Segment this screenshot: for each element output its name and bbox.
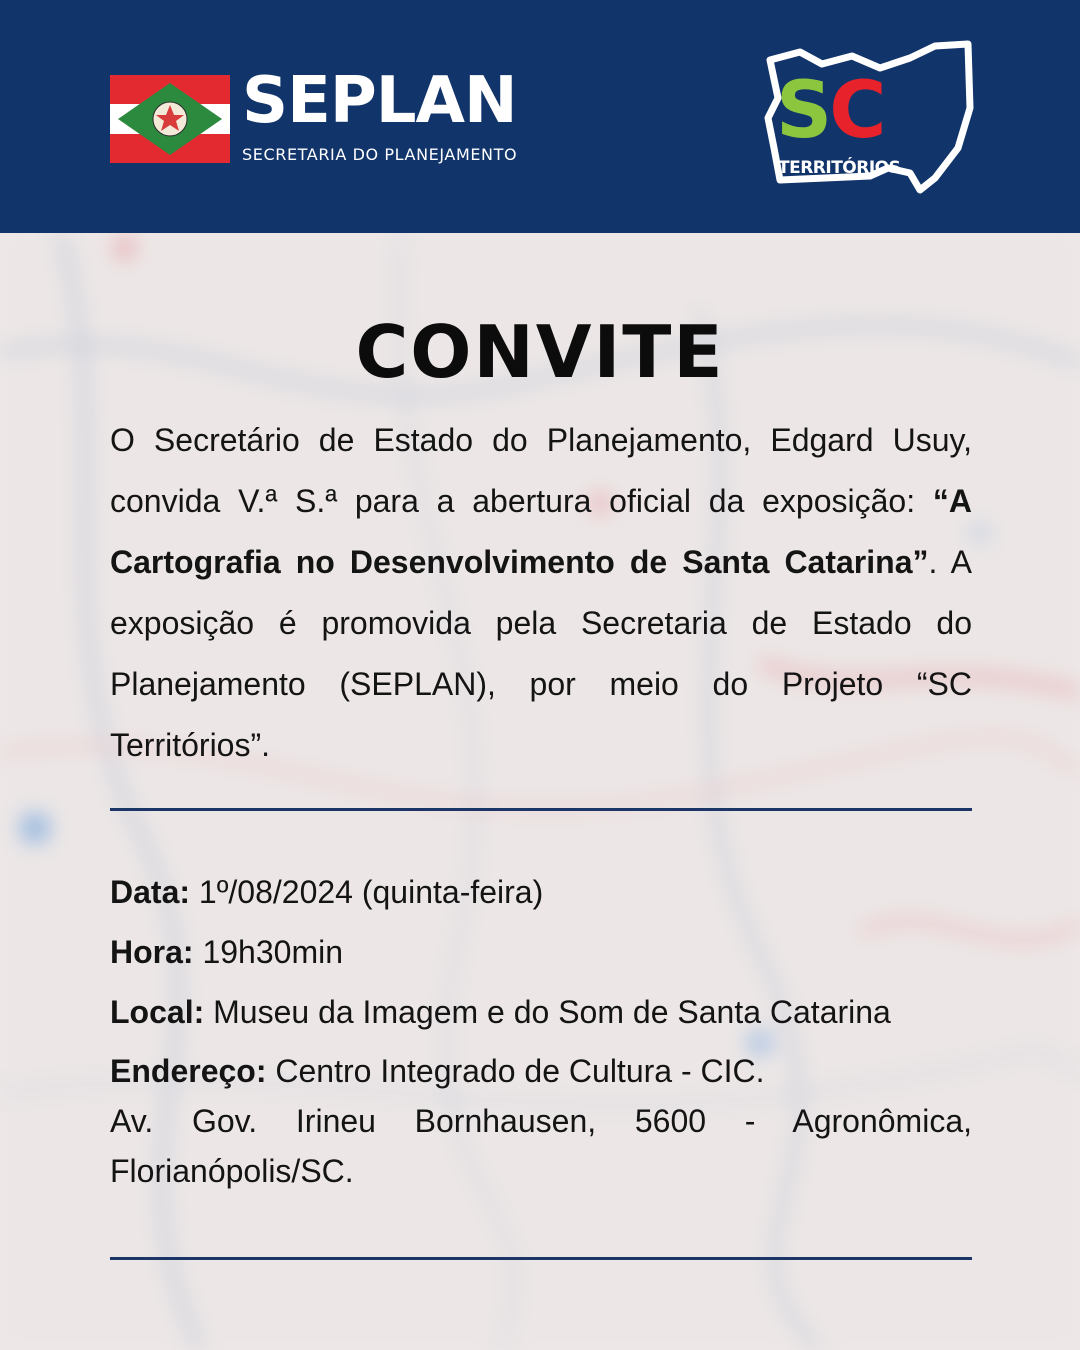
- page-title: CONVITE: [355, 310, 725, 394]
- place-value: Museu da Imagem e do Som de Santa Catarina: [204, 994, 891, 1030]
- address-line1-text: Centro Integrado de Cultura - CIC.: [266, 1053, 765, 1089]
- intro-part1: O Secretário de Estado do Planejamento, Edgard Usuy, convida V.ª S.ª para a abertura oficial da exposição:: [110, 422, 972, 519]
- header-band: [0, 0, 1080, 233]
- time-label: Hora:: [110, 934, 194, 970]
- place-label: Local:: [110, 994, 205, 1030]
- address-line3: Florianópolis/SC.: [110, 1153, 354, 1189]
- time-value: 19h30min: [193, 934, 343, 970]
- address-line2: Av. Gov. Irineu Bornhausen, 5600 - Agronômica,: [110, 1103, 972, 1139]
- sc-territorios-label: TERRITÓRIOS: [778, 158, 901, 178]
- invitation-paragraph: [110, 410, 972, 776]
- address-label: Endereço:: [110, 1053, 267, 1089]
- date-row: [110, 862, 972, 922]
- sc-letter-c: C: [829, 66, 884, 156]
- address-line1: [110, 1046, 972, 1096]
- event-details: [110, 862, 972, 1196]
- divider-bottom: [110, 1257, 972, 1260]
- seplan-logo: [110, 64, 550, 165]
- place-row: [110, 982, 972, 1042]
- seplan-subtitle: SECRETARIA DO PLANEJAMENTO: [242, 145, 518, 164]
- sc-territorios-logo: [760, 38, 975, 198]
- date-label: Data:: [110, 874, 191, 910]
- seplan-wordmark: SEPLAN: [242, 64, 517, 138]
- santa-catarina-flag-icon: [110, 75, 230, 163]
- time-row: [110, 922, 972, 982]
- intro-part2: . A exposição é promovida pela Secretaria de Estado do Planejamento (SEPLAN), por meio do Projeto “SC Territórios”.: [110, 544, 973, 763]
- address-block: [110, 1046, 972, 1196]
- exhibition-name: “A Cartografia no Desenvolvimento de Santa Catarina”: [110, 483, 972, 580]
- sc-letter-s: S: [776, 66, 830, 156]
- sc-letters: [776, 66, 884, 156]
- divider-top: [110, 808, 972, 811]
- date-value: 1º/08/2024 (quinta-feira): [190, 874, 544, 910]
